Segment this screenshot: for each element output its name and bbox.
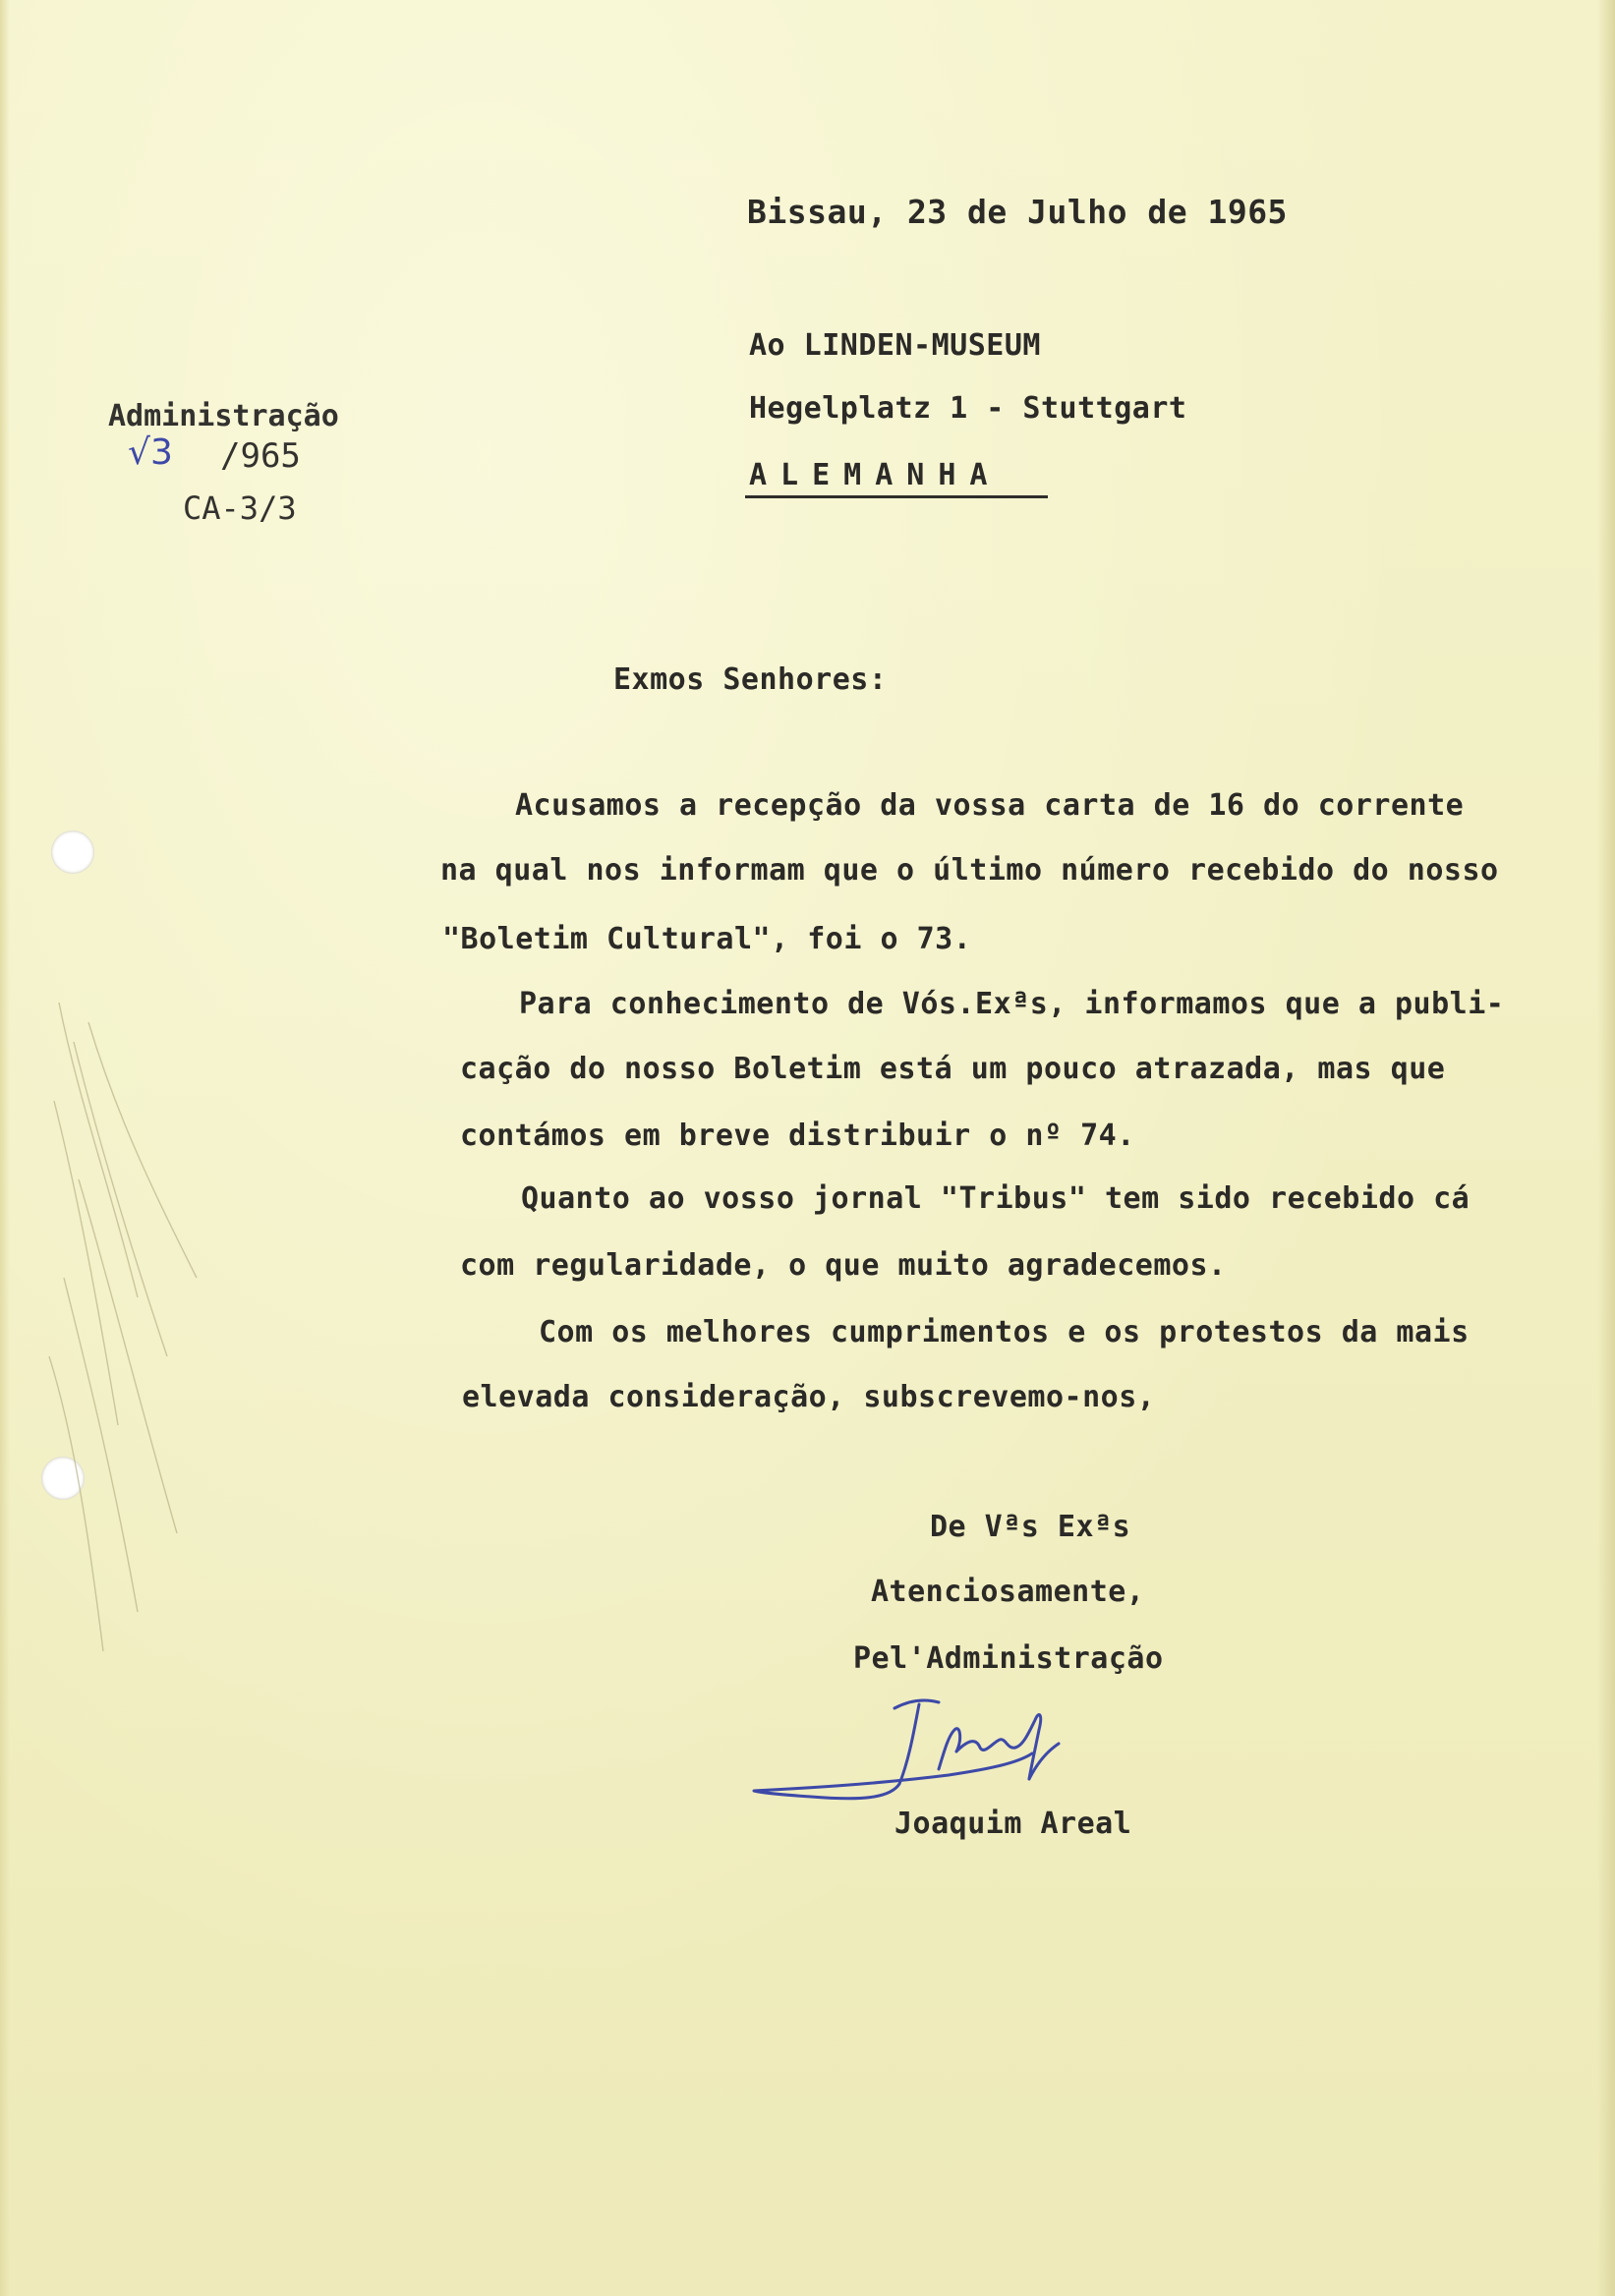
punch-hole-top: [51, 831, 94, 874]
stamp-reference: CA-3/3: [183, 489, 297, 527]
closing-line: Pel'Administração: [853, 1641, 1164, 1676]
body-line: elevada consideração, subscrevemo-nos,: [462, 1380, 1156, 1414]
body-line: Quanto ao vosso jornal "Tribus" tem sido recebido cá: [521, 1181, 1471, 1216]
body-line: Acusamos a recepção da vossa carta de 16 do corrente: [515, 788, 1465, 823]
signatory-name: Joaquim Areal: [894, 1807, 1132, 1841]
body-line: "Boletim Cultural", foi o 73.: [442, 922, 972, 956]
recipient-country-underline: [745, 495, 1048, 498]
body-line: contámos em breve distribuir o nº 74.: [460, 1119, 1135, 1153]
date-line: Bissau, 23 de Julho de 1965: [747, 193, 1288, 231]
body-line: na qual nos informam que o último número recebido do nosso: [440, 853, 1499, 888]
closing-line: De Vªs Exªs: [930, 1510, 1131, 1544]
recipient-name: Ao LINDEN-MUSEUM: [749, 328, 1041, 363]
body-line: cação do nosso Boletim está um pouco atrazada, mas que: [460, 1052, 1446, 1086]
paper-left-edge: [0, 0, 10, 2296]
recipient-country: ALEMANHA: [749, 458, 1002, 492]
salutation: Exmos Senhores:: [613, 662, 888, 697]
handwritten-number: √3: [128, 432, 173, 473]
recipient-street: Hegelplatz 1 - Stuttgart: [749, 391, 1187, 426]
handwritten-signature: [752, 1691, 1145, 1808]
closing-line: Atenciosamente,: [871, 1575, 1145, 1609]
body-line: Para conhecimento de Vós.Exªs, informamos que a publi-: [519, 987, 1505, 1021]
paper-tear-marks: [20, 983, 216, 1671]
stamp-department: Administração: [108, 399, 339, 433]
stamp-number: /965: [220, 436, 301, 476]
paper-right-edge: [1597, 0, 1615, 2296]
body-line: com regularidade, o que muito agradecemos.: [460, 1248, 1227, 1283]
body-line: Com os melhores cumprimentos e os protestos da mais: [539, 1315, 1470, 1349]
